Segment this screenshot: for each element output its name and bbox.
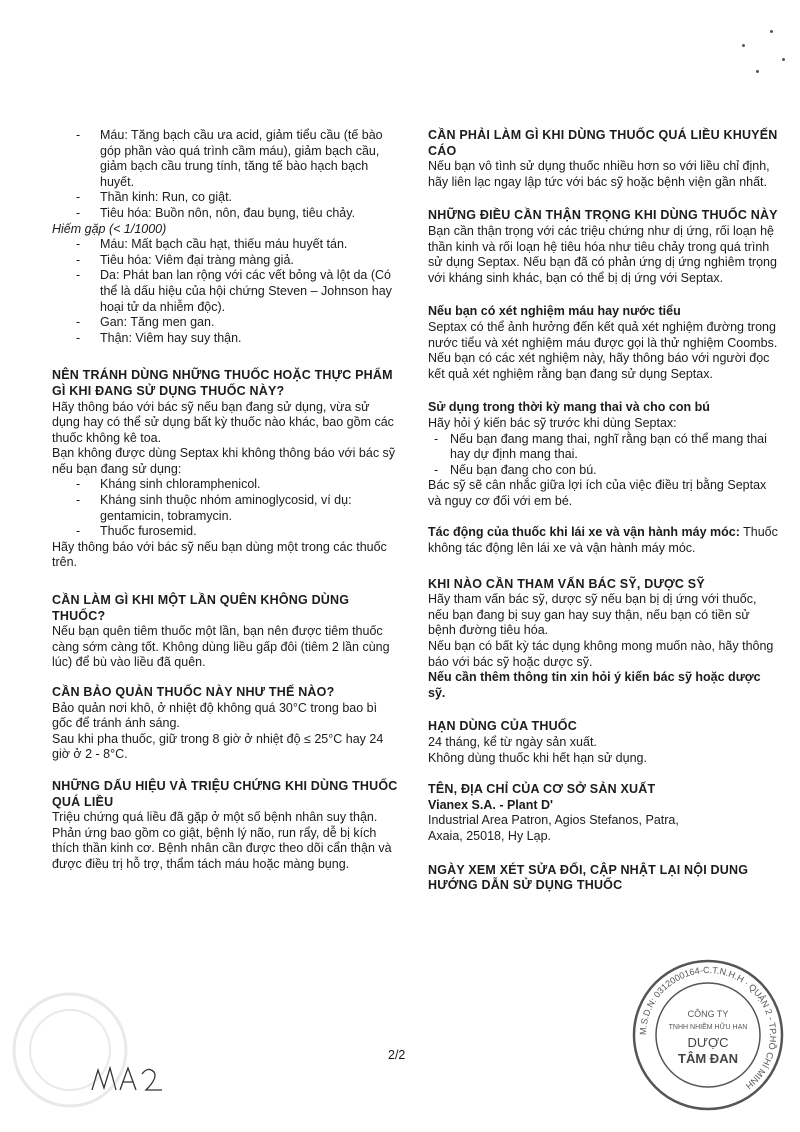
speck: [756, 70, 759, 73]
missed-dose-text: Nếu bạn quên tiêm thuốc một lần, bạn nên được tiêm thuốc càng sớm càng tốt. Không dùng liều gấp đôi (tiêm 2 lần cùng lúc) để bù vào liều đã quên.: [52, 624, 390, 670]
list-item: - Thận: Viêm hay suy thận.: [52, 331, 400, 347]
rare-label: Hiếm gặp (< 1/1000): [52, 221, 167, 236]
stamp-line-2: TNHH NHIỀM HỮU HẠN: [668, 1024, 748, 1031]
list-item: - Nếu bạn đang mang thai, nghĩ rằng bạn có thể mang thai hay dự định mang thai.: [428, 432, 778, 463]
missed-dose-heading: CẦN LÀM GÌ KHI MỘT LẦN QUÊN KHÔNG DÙNG THUỐC?: [52, 593, 350, 623]
overdose-signs-heading: NHỮNG DẤU HIỆU VÀ TRIỆU CHỨNG KHI DÙNG THUỐC QUÁ LIỀU: [52, 778, 398, 809]
side-effects-section: [52, 128, 400, 346]
overdose-signs-text: Triệu chứng quá liều đã gặp ở một số bệnh nhân suy thận. Phản ứng bao gồm co giật, bệnh lý não, run rẩy, dễ bị kích thích thần kinh cơ. Bệnh nhân cần được theo dõi cẩn thận và được điều trị hỗ trợ, thẩm tách máu hoặc màng bụng.: [52, 810, 392, 871]
driving-section: [428, 525, 778, 556]
avoid-para-1: Hãy thông báo với bác sỹ nếu bạn đang sử dụng, vừa sử dụng hay có thể sử dụng bất kỳ thuốc nào khác, bao gồm các thuốc không kê toa.: [52, 399, 394, 445]
cautions-heading: NHỮNG ĐIỀU CẦN THẬN TRỌNG KHI DÙNG THUỐC NÀY: [428, 208, 778, 223]
company-stamp: [628, 955, 788, 1115]
consult-section: [428, 577, 778, 702]
manufacturer-address-2: Axaia, 25018, Hy Lạp.: [428, 828, 551, 843]
stamp-line-1: CÔNG TY: [687, 1009, 729, 1019]
storage-heading: CẦN BẢO QUẢN THUỐC NÀY NHƯ THẾ NÀO?: [52, 685, 335, 699]
avoid-para-2: Bạn không được dùng Septax khi không thông báo với bác sỹ nếu bạn đang sử dụng:: [52, 446, 396, 476]
overdose-action-text: Nếu bạn vô tình sử dụng thuốc nhiều hơn so với liều chỉ định, hãy liên lạc ngay lập tức với bác sỹ hoặc bệnh viện gần nhất.: [428, 159, 770, 189]
list-item: - Máu: Tăng bạch cầu ưa acid, giảm tiểu cầu (tế bào góp phần vào quá trình cầm máu), giảm bạch cầu, giảm bạch cầu trung tính, tăng tế bào hạch bạch huyết.: [52, 128, 400, 190]
storage-text-2: Sau khi pha thuốc, giữ trong 8 giờ ở nhiệt độ ≤ 25°C hay 24 giờ ở 2 - 8°C.: [52, 731, 384, 762]
speck: [770, 30, 773, 33]
speck: [742, 44, 745, 47]
stamp-line-4: TÂM ĐAN: [678, 1051, 738, 1066]
manufacturer-heading: TÊN, ĐỊA CHỈ CỦA CƠ SỞ SẢN XUẤT: [428, 782, 656, 797]
storage-section: [52, 685, 400, 763]
list-item: - Nếu bạn đang cho con bú.: [428, 463, 778, 479]
stamp-ring-text: M.S.D.N: 0312000164-C.T.N.H.H · QUẬN 2 - TP.HỒ CHÍ MINH: [637, 964, 779, 1092]
lab-tests-section: [428, 304, 778, 382]
stamp-line-3: DƯỢC: [687, 1035, 729, 1050]
avoid-heading: NÊN TRÁNH DÙNG NHỮNG THUỐC HOẶC THỰC PHẨM GÌ KHI ĐANG SỬ DỤNG THUỐC NÀY?: [52, 368, 393, 398]
shelf-life-section: [428, 719, 778, 766]
right-column: [428, 128, 778, 908]
list-item: - Thần kinh: Run, co giật.: [52, 190, 400, 206]
storage-text-1: Bảo quản nơi khô, ở nhiệt độ không quá 30°C trong bao bì gốc để tránh ánh sáng.: [52, 700, 378, 731]
lab-tests-text: Septax có thể ảnh hưởng đến kết quả xét nghiệm đường trong nước tiểu và xét nghiệm máu được gọi là thử nghiệm Coombs. Nếu bạn có các xét nghiệm này, hãy thông báo với người đọc kết quả xét nghiệm rằng bạn đang sử dụng Septax.: [428, 319, 778, 381]
pregnancy-list: [428, 432, 778, 479]
manufacturer-address-1: Industrial Area Patron, Agios Stefanos, Patra,: [428, 813, 679, 828]
cautions-section: [428, 208, 778, 286]
avoid-drug-list: [52, 477, 400, 539]
overdose-signs-section: [52, 779, 400, 873]
left-column: [52, 128, 400, 887]
shelf-life-text-2: Không dùng thuốc khi hết hạn sử dụng.: [428, 750, 647, 765]
list-item: - Tiêu hóa: Buồn nôn, nôn, đau bụng, tiêu chảy.: [52, 206, 400, 222]
list-item: - Da: Phát ban lan rộng với các vết bỏng và lột da (Có thể là dấu hiệu của hội chứng Steven – Johnson hay hoại tử da nhiễm độc).: [52, 268, 400, 315]
revision-section: [428, 863, 778, 894]
pregnancy-subheading: Sử dụng trong thời kỳ mang thai và cho con bú: [428, 400, 710, 415]
list-item: - Kháng sinh thuộc nhóm aminoglycosid, ví dụ: gentamicin, tobramycin.: [52, 493, 400, 524]
manufacturer-section: [428, 782, 778, 844]
missed-dose-section: [52, 593, 400, 671]
avoid-section: [52, 368, 400, 571]
list-item: - Máu: Mất bạch cầu hạt, thiếu máu huyết tán.: [52, 237, 400, 253]
cautions-text: Bạn cần thận trọng với các triệu chứng như dị ứng, rối loạn hệ thần kinh và rối loạn hệ tiêu hóa như tiêu chảy trong quá trình sử dụng Septax. Nếu bạn đã có phản ứng dị ứng nghiêm trọng với kháng sinh khác, bạn có thể bị dị ứng với Septax.: [428, 223, 777, 285]
list-item: - Tiêu hóa: Viêm đại tràng màng giả.: [52, 253, 400, 269]
consult-text-3: Nếu cần thêm thông tin xin hỏi ý kiến bác sỹ hoặc dược sỹ.: [428, 670, 761, 700]
shelf-life-heading: HẠN DÙNG CỦA THUỐC: [428, 719, 577, 734]
list-item: - Gan: Tăng men gan.: [52, 315, 400, 331]
overdose-action-heading: CẦN PHẢI LÀM GÌ KHI DÙNG THUỐC QUÁ LIỀU KHUYẾN CÁO: [428, 128, 778, 158]
lab-tests-subheading: Nếu bạn có xét nghiệm máu hay nước tiểu: [428, 304, 681, 319]
pregnancy-section: [428, 400, 778, 509]
faint-stamp-mark: [10, 990, 130, 1110]
list-item: - Kháng sinh chloramphenicol.: [52, 477, 400, 493]
common-side-effects-list: [52, 128, 400, 222]
manufacturer-name: Vianex S.A. - Plant D': [428, 797, 553, 812]
shelf-life-text-1: 24 tháng, kể từ ngày sản xuất.: [428, 735, 597, 749]
driving-label: Tác động của thuốc khi lái xe và vận hành máy móc:: [428, 525, 740, 540]
pregnancy-intro: Hãy hỏi ý kiến bác sỹ trước khi dùng Septax:: [428, 415, 677, 430]
driving-paragraph: [428, 525, 778, 556]
page-number: 2/2: [388, 1048, 406, 1062]
consult-text-2: Nếu bạn có bất kỳ tác dụng không mong muốn nào, hãy thông báo với bác sỹ hoặc dược sỹ.: [428, 639, 774, 669]
speck: [782, 58, 785, 61]
consult-text-1: Hãy tham vấn bác sỹ, dược sỹ nếu bạn bị dị ứng với thuốc, nếu bạn đang bị suy gan hay suy thận, nếu bạn có tiền sử bệnh đường tiêu hóa.: [428, 592, 757, 638]
overdose-action-section: [428, 128, 778, 190]
revision-heading: NGÀY XEM XÉT SỬA ĐỔI, CẬP NHẬT LẠI NỘI DUNG HƯỚNG DẪN SỬ DỤNG THUỐC: [428, 862, 749, 893]
rare-side-effects-list: [52, 237, 400, 346]
driving-text: Thuốc không tác động lên lái xe và vận hành máy móc.: [428, 525, 778, 556]
consult-heading: KHI NÀO CẦN THAM VẤN BÁC SỸ, DƯỢC SỸ: [428, 576, 705, 591]
avoid-para-3: Hãy thông báo với bác sỹ nếu bạn dùng một trong các thuốc trên.: [52, 539, 387, 570]
pregnancy-text: Bác sỹ sẽ cân nhắc giữa lợi ích của việc điều trị bằng Septax và nguy cơ đối với em bé.: [428, 478, 767, 508]
list-item: - Thuốc furosemid.: [52, 524, 400, 540]
